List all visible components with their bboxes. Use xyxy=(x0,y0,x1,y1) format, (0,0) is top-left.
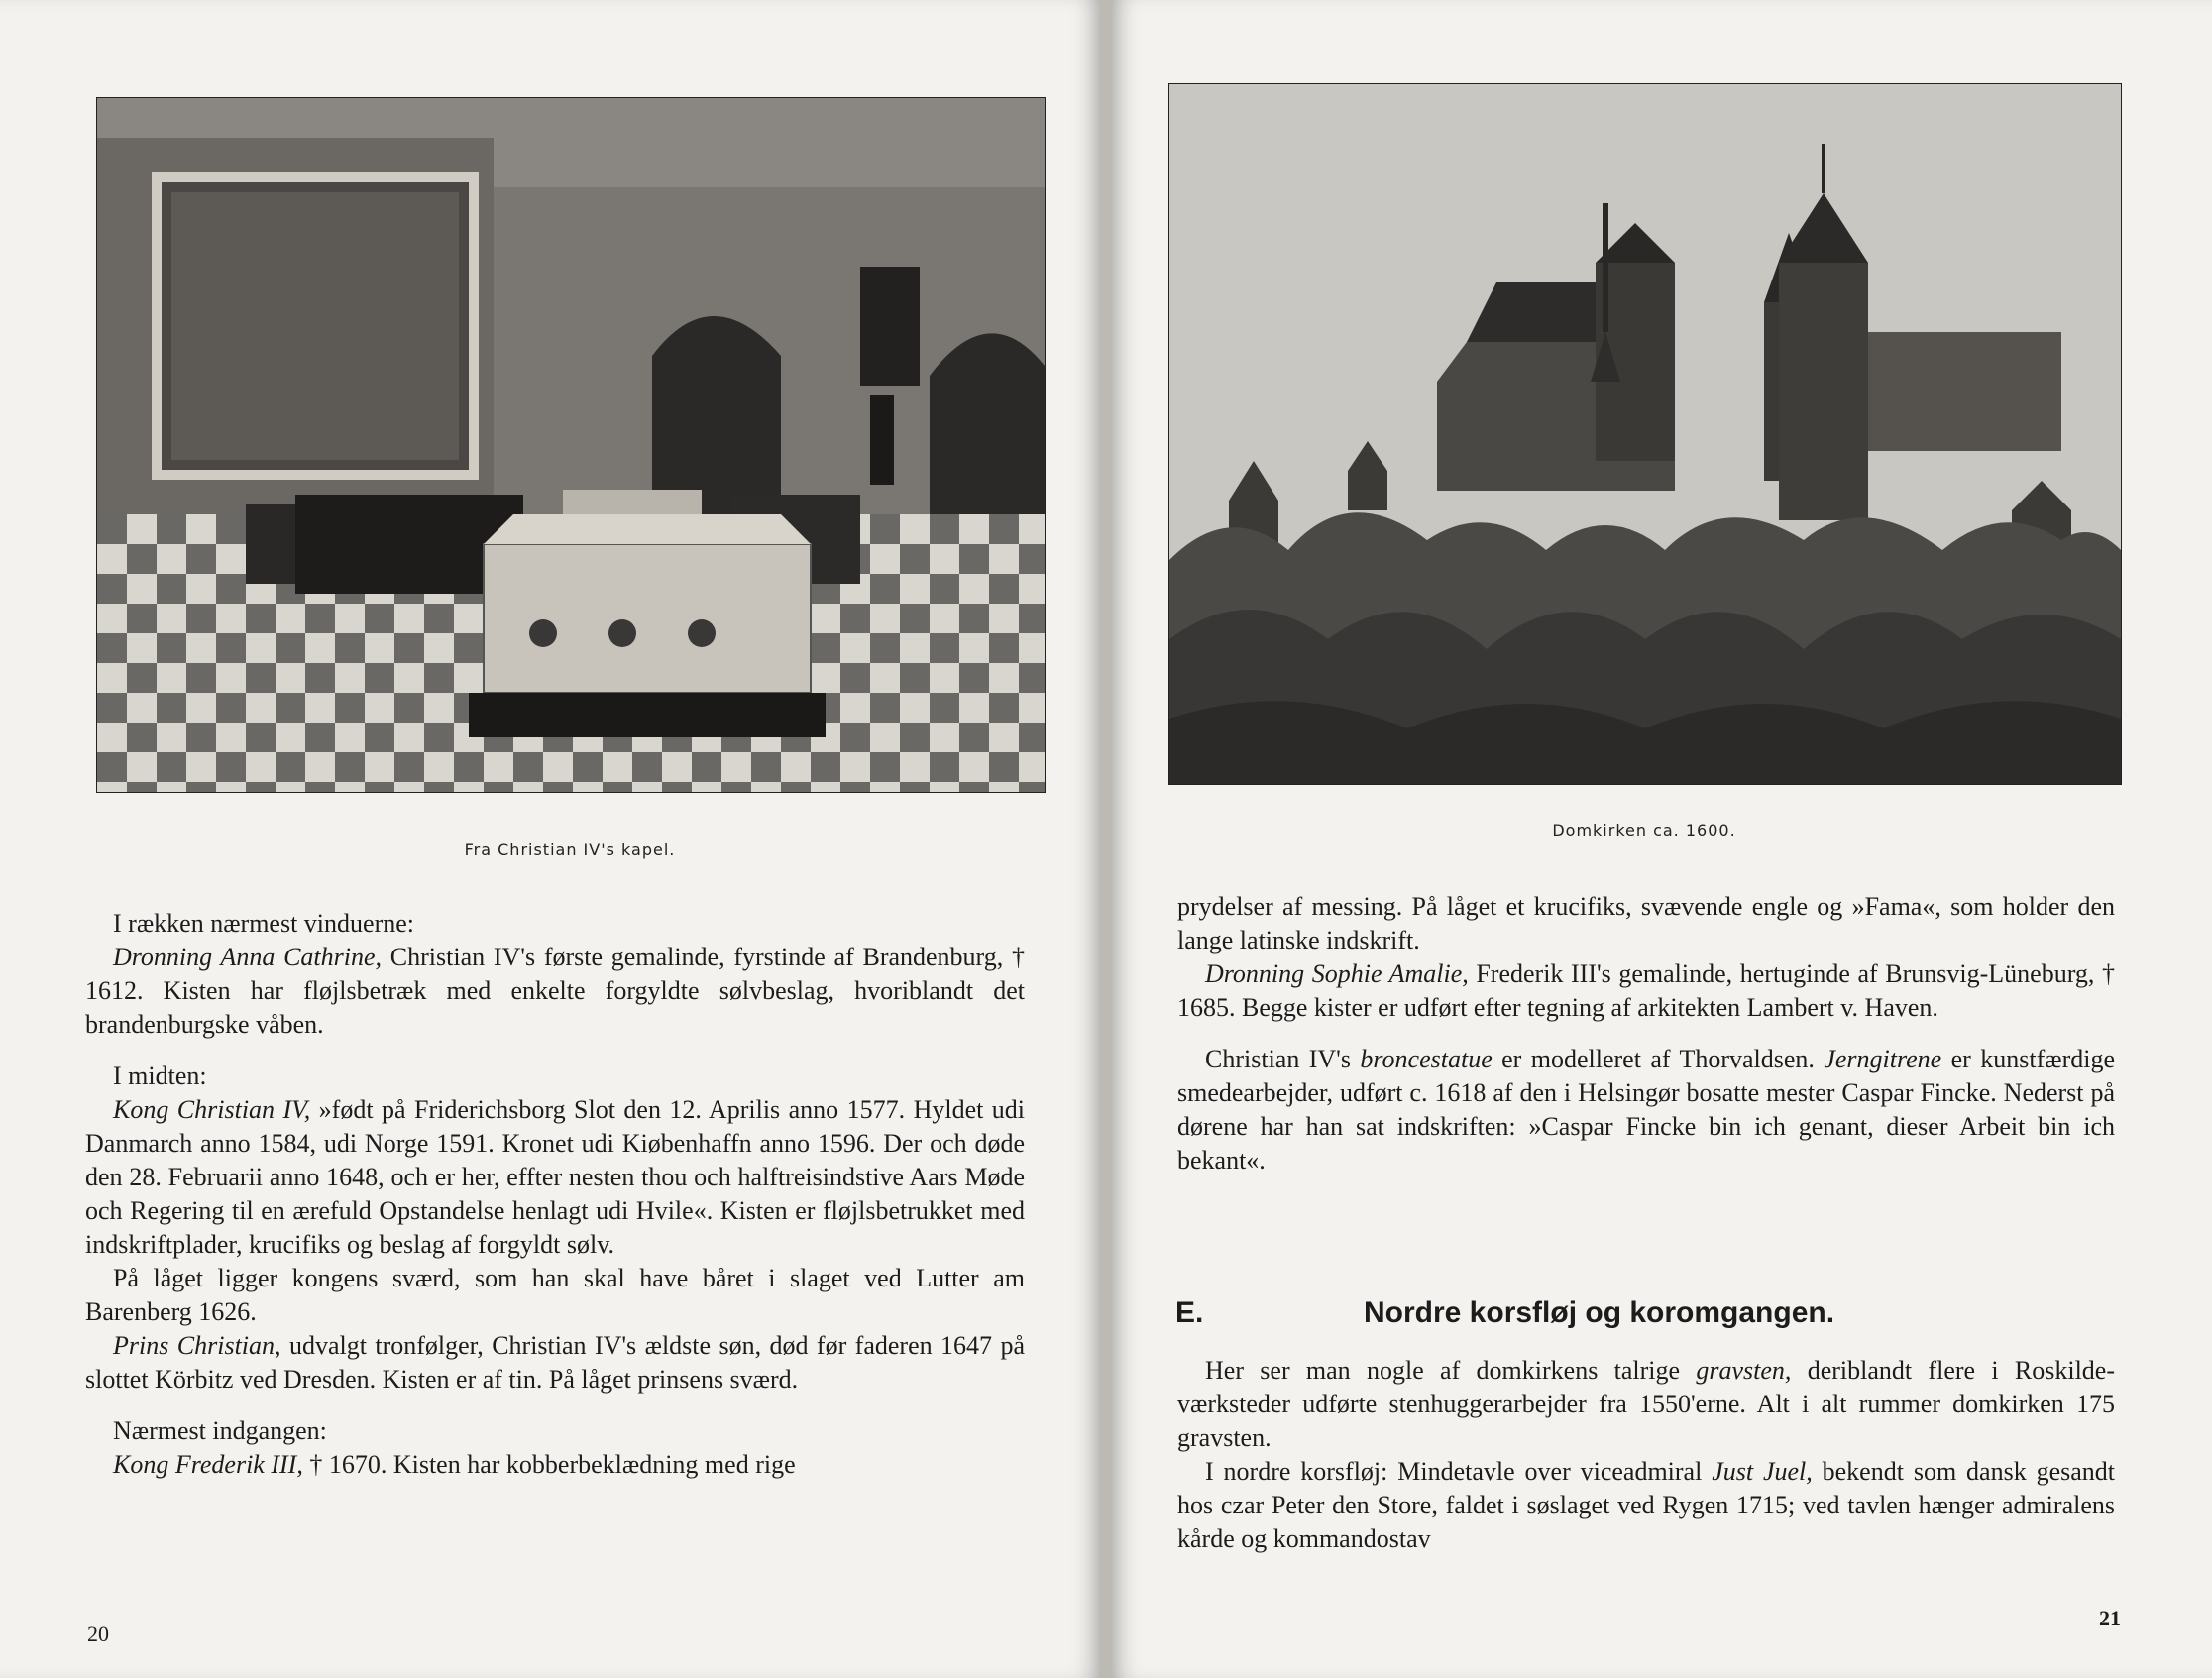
drawing-caption: Domkirken ca. 1600. xyxy=(1552,821,1736,839)
paragraph xyxy=(1177,957,2115,1025)
person-name: Dronning Anna Cathrine, xyxy=(113,943,383,971)
paragraph: prydelser af messing. På låget et krucifiks, svævende engle og »Fama«, som holder den lange latinske indskrift. xyxy=(1177,892,2115,954)
photo-caption: Fra Christian IV's kapel. xyxy=(464,840,676,859)
section-letter: E. xyxy=(1175,1296,1204,1329)
paragraph-text: er kunstfærdige smedearbejder, udført c. 1618 af den i Helsingør bosatte mester Caspar Fincke. Nederst på dørene har han sat indskriften: »Caspar Fincke bin ich genant, dieser Arbeit bin ich bekant«. xyxy=(1177,1045,2115,1175)
paragraph-text: Christian IV's første gemalinde, fyrstinde af Brandenburg, † 1612. Kisten har fløjlsbetræk med enkelte forgyldte sølvbeslag, hvoriblandt det brandenburgske våben. xyxy=(85,943,1026,1039)
paragraph xyxy=(1177,1455,2115,1556)
term: Jerngitrene xyxy=(1824,1045,1942,1073)
person-name: Kong Frederik III, xyxy=(113,1450,303,1479)
paragraph-text: Her ser man nogle af domkirkens talrige xyxy=(1205,1356,1697,1385)
paragraph: Nærmest indgangen: xyxy=(113,1416,327,1445)
paragraph xyxy=(85,1093,1025,1262)
section-title: Nordre korsfløj og koromgangen. xyxy=(1364,1296,1835,1329)
paragraph-text: er modelleret af Thorvaldsen. xyxy=(1492,1045,1825,1073)
right-body-text-2 xyxy=(1177,1354,2115,1556)
paragraph-text: bekendt som dansk gesandt hos czar Peter den Store, faldet i søslaget ved Rygen 1715; ved tavlen hænger admiralens kårde og kommandostav xyxy=(1177,1457,2115,1553)
page-number: 20 xyxy=(87,1622,109,1646)
term: gravsten, xyxy=(1696,1356,1792,1385)
paragraph xyxy=(1177,1354,2115,1455)
person-name: Kong Christian IV, xyxy=(113,1095,311,1124)
person-name: Dronning Sophie Amalie, xyxy=(1205,959,1469,988)
paragraph-text: I nordre korsfløj: Mindetavle over viceadmiral xyxy=(1205,1457,1713,1486)
paragraph-text: Christian IV's xyxy=(1205,1045,1361,1073)
left-body-text xyxy=(85,907,1025,1482)
paragraph-text: † 1670. Kisten har kobberbeklædning med rige xyxy=(302,1450,796,1479)
cathedral-drawing-image xyxy=(1169,84,2121,784)
cathedral-drawing xyxy=(1168,83,2122,785)
person-name: Prins Christian, xyxy=(113,1331,281,1360)
paragraph: På låget ligger kongens sværd, som han skal have båret i slaget ved Lutter am Barenberg 1626. xyxy=(85,1264,1025,1326)
person-name: Just Juel, xyxy=(1712,1457,1813,1486)
paragraph-text: Frederik III's gemalinde, hertuginde af Brunsvig-Lüneburg, † 1685. Begge kister er udført efter tegning af arkitekten Lambert v. Haven. xyxy=(1177,959,2115,1022)
right-body-text xyxy=(1177,890,2115,1177)
left-page xyxy=(0,0,1100,1678)
paragraph xyxy=(85,941,1025,1042)
chapel-photo xyxy=(96,97,1046,793)
paragraph-text: deriblandt flere i Roskilde-værksteder udførte stenhuggerarbejder fra 1550'erne. Alt i alt rummer domkirken 175 gravsten. xyxy=(1177,1356,2115,1452)
section-heading xyxy=(1175,1290,2117,1336)
page-number: 21 xyxy=(2099,1606,2121,1630)
paragraph-text: »født på Friderichsborg Slot den 12. Aprilis anno 1577. Hyldet udi Danmarch anno 1584, udi Norge 1591. Kronet udi Kiøbenhaffn anno 1596. Der och døde den 28. Februarii anno 1648, och er her, effter nesten thou och halftreisindstive Aars Møde och Regering til en ærefuld Opstandelse henlagt udi Hvile«. Kisten er fløjlsbetrukket med indskriftplader, krucifiks og beslag af forgyldt sølv. xyxy=(85,1095,1026,1259)
paragraph xyxy=(85,1329,1025,1397)
paragraph: I rækken nærmest vinduerne: xyxy=(113,909,414,938)
right-page xyxy=(1112,0,2212,1678)
paragraph xyxy=(1177,1043,2115,1177)
chapel-photo-image xyxy=(97,98,1045,792)
term: broncestatue xyxy=(1360,1045,1493,1073)
paragraph xyxy=(85,1448,1025,1482)
book-gutter xyxy=(1100,0,1112,1678)
paragraph: I midten: xyxy=(113,1062,207,1090)
paragraph-text: udvalgt tronfølger, Christian IV's ældste søn, død før faderen 1647 på slottet Körbitz ved Dresden. Kisten er af tin. På låget prinsens sværd. xyxy=(85,1331,1025,1394)
